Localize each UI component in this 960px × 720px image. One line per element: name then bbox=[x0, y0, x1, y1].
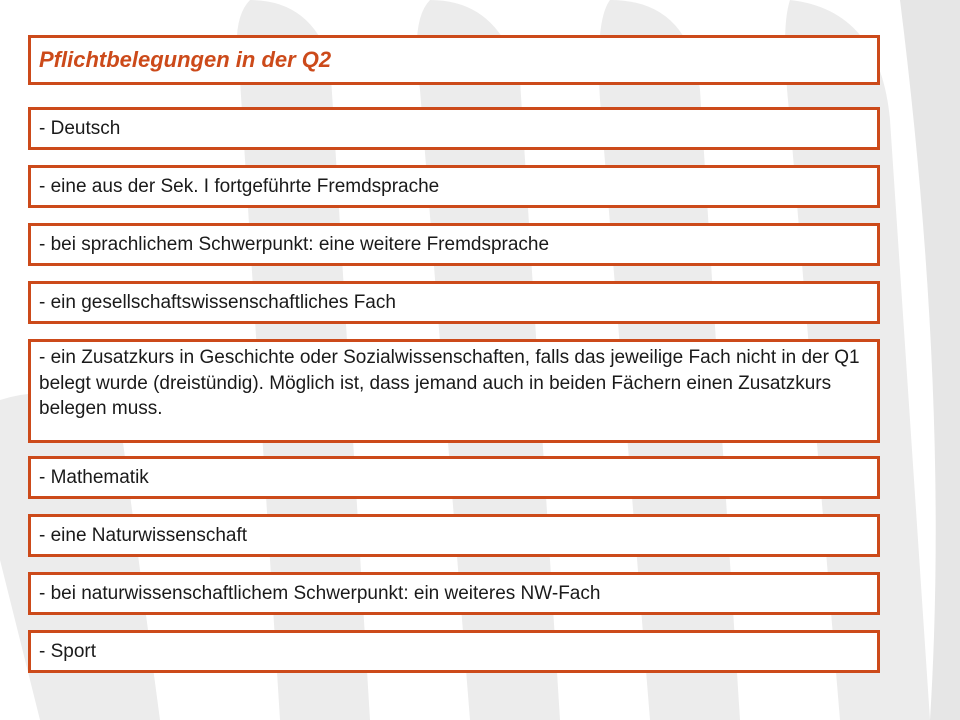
list-item-text: - Deutsch bbox=[39, 117, 121, 139]
list-item-mathematik bbox=[28, 456, 880, 499]
list-item-text: - ein Zusatzkurs in Geschichte oder Sozialwissenschaften, falls das jeweilige Fach nicht in der Q1 belegt wurde (dreistündig). Möglich ist, dass jemand auch in beiden Fächern einen Zusatzkurs belegen muss. bbox=[39, 347, 860, 420]
list-item-text: - bei sprachlichem Schwerpunkt: eine weitere Fremdsprache bbox=[39, 233, 550, 255]
list-item-zusatzkurs bbox=[28, 339, 880, 443]
list-item-gesellschaftswissenschaft bbox=[28, 281, 880, 324]
title-box bbox=[28, 35, 880, 85]
list-item-fremdsprache bbox=[28, 165, 880, 208]
page-title: Pflichtbelegungen in der Q2 bbox=[39, 47, 332, 73]
list-item-text: - ein gesellschaftswissenschaftliches Fach bbox=[39, 291, 396, 313]
list-item-sport bbox=[28, 630, 880, 673]
list-item-naturwissenschaft bbox=[28, 514, 880, 557]
list-item-deutsch bbox=[28, 107, 880, 150]
list-item-text: - Sport bbox=[39, 640, 97, 662]
list-item-text: - bei naturwissenschaftlichem Schwerpunkt: ein weiteres NW-Fach bbox=[39, 582, 601, 604]
list-item-text: - eine aus der Sek. I fortgeführte Fremdsprache bbox=[39, 175, 440, 197]
list-item-nw-fach bbox=[28, 572, 880, 615]
list-item-weitere-fremdsprache bbox=[28, 223, 880, 266]
list-item-text: - Mathematik bbox=[39, 466, 149, 488]
list-item-text: - eine Naturwissenschaft bbox=[39, 524, 248, 546]
